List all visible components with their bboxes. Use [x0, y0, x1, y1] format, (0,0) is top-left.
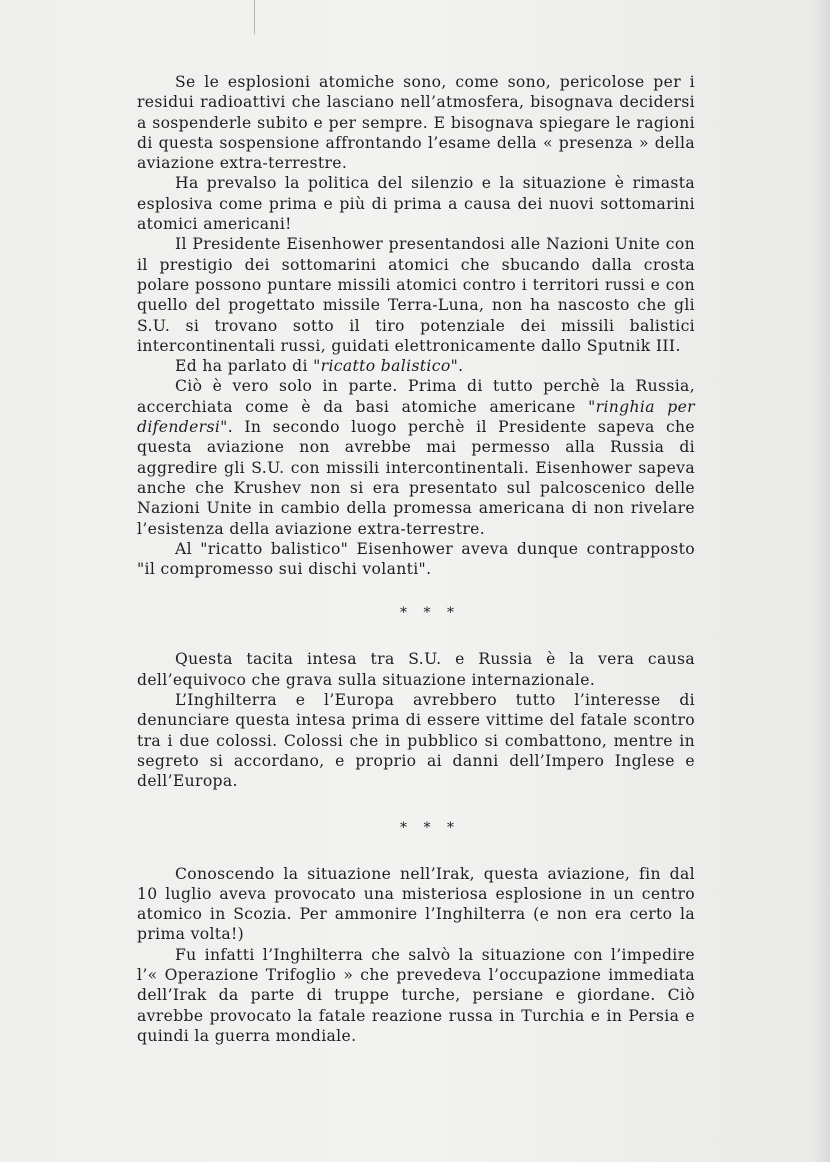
- paper-fold-mark: [254, 0, 255, 34]
- paragraph: Ha prevalso la politica del silenzio e la situazione è rimasta esplosiva come prima e più di prima a causa dei nuovi sottomarini atomici americani!: [137, 174, 695, 234]
- paragraph: [137, 376, 695, 538]
- text-run: Ciò è vero solo in parte. Prima di tutto perchè la Russia, accerchiata come è da basi atomiche americane: [137, 377, 695, 416]
- paragraph: Il Presidente Eisenhower presentandosi alle Nazioni Unite con il prestigio dei sottomarini atomici che sbucando dalla crosta polare possono puntare missili atomici contro i territori russi e con quello del progettato missile Terra-Luna, non ha nascosto che gli S.U. si trovano sotto il tiro potenziale dei missili balistici intercontinentali russi, guidati elettronicamente dallo Sputnik III.: [137, 235, 695, 355]
- section-separator: * * *: [400, 819, 460, 836]
- paragraph: Questa tacita intesa tra S.U. e Russia è la vera causa dell’equivoco che grava sulla situazione internazionale.: [137, 650, 695, 689]
- section-separator: * * *: [400, 605, 460, 622]
- text-run: Ed ha parlato di: [175, 357, 314, 376]
- italic-quote: "ringhia per difendersi": [137, 397, 695, 437]
- italic-quote: "ricatto balistico": [313, 357, 459, 376]
- paragraph: [137, 356, 695, 376]
- paragraph: Se le esplosioni atomiche sono, come sono, pericolose per i residui radioattivi che lasciano nell’atmosfera, bisognava decidersi a sospenderle subito e per sempre. E bisognava spiegare le ragioni di questa sospensione affrontando l’esame della « presenza » della aviazione extra-terrestre.: [137, 73, 695, 173]
- paragraph: Al "ricatto balistico" Eisenhower aveva dunque contrapposto "il compromesso sui dischi volanti".: [137, 539, 695, 579]
- page-edge-shadow: [812, 0, 830, 1162]
- paragraph: Fu infatti l’Inghilterra che salvò la situazione con l’impedire l’« Operazione Trifoglio » che prevedeva l’occupazione immediata dell’Irak da parte di truppe turche, persiane e giordane. Ciò avrebbe provocato la fatale reazione russa in Turchia e in Persia e quindi la guerra mondiale.: [137, 945, 695, 1045]
- paragraph: L’Inghilterra e l’Europa avrebbero tutto l’interesse di denunciare questa intesa prima di essere vittime del fatale scontro tra i due colossi. Colossi che in pubblico si combattono, mentre in segreto si accordano, e proprio ai danni dell’Impero Inglese e dell’Europa.: [137, 691, 695, 791]
- body-text: [137, 72, 695, 1046]
- text-run: . In secondo luogo perchè il Presidente sapeva che questa aviazione non avrebbe mai permesso alla Russia di aggredire gli S.U. con missili intercontinentali. Eisenhower sapeva anche che Krushev non si era presentato sul palcoscenico delle Nazioni Unite in cambio della promessa americana di non rivelare l’esistenza della aviazione extra-terrestre.: [137, 418, 695, 538]
- paragraph: Conoscendo la situazione nell’Irak, questa aviazione, fin dal 10 luglio aveva provocato una misteriosa esplosione in un centro atomico in Scozia. Per ammonire l’Inghilterra (e non era certo la prima volta!): [137, 864, 695, 944]
- text-run: .: [458, 357, 464, 376]
